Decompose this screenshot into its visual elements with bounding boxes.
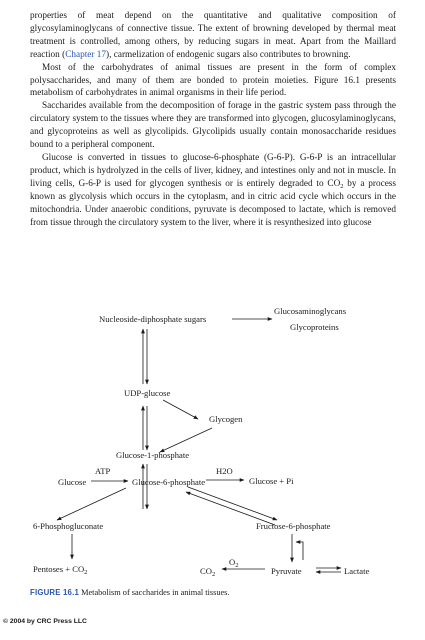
node-udp-glucose: UDP-glucose xyxy=(124,388,171,398)
arrow-g6p-to-f6p xyxy=(188,487,277,520)
node-pentoses-co2: Pentoses + $CO_2$ xyxy=(33,564,88,576)
arrow-pyruvate-to-f6p xyxy=(296,542,303,560)
node-fructose-6-phosphate: Fructose-6-phosphate xyxy=(256,521,331,531)
node-glucose-6-phosphate: Glucose-6-phosphate xyxy=(132,477,206,487)
paragraph-1-text-a: properties of meat depend on the quantitative and qualitative composition of glycosylaminoglycans of connective tissue. The extent of browning developed by thermal meat treatment is controlled, among others, by reducing sugars in meat. Apart from the Maillard reaction ( xyxy=(30,11,396,60)
arrow-g6p-to-phosphogluconate xyxy=(57,488,126,520)
figure-label: FIGURE 16.1 xyxy=(30,588,79,597)
node-glycoproteins: Glycoproteins xyxy=(290,322,339,332)
figure-caption xyxy=(30,588,229,597)
node-glucose: Glucose xyxy=(58,477,87,487)
node-glucosaminoglycans: Glucosaminoglycans xyxy=(274,306,347,316)
node-co2: $CO_2$ xyxy=(200,566,216,578)
paragraph-3: Saccharides available from the decomposition of forage in the gastric system pass through the circulatory system to the tissues where they are transformed into glycogen, glucosylaminoglycans, and glycoproteins as well as glycolipids. Glycolipids usually contain monosaccharide residues bound to a peripheral component. xyxy=(30,101,396,151)
copyright-footer: © 2004 by CRC Press LLC xyxy=(3,618,87,625)
paragraph-1-text-b: ), carmelization of endogenic sugars also contributes to browning. xyxy=(106,49,351,60)
node-6-phosphogluconate: 6-Phosphogluconate xyxy=(33,521,104,531)
node-o2: $O_2$ xyxy=(229,557,239,569)
node-lactate: Lactate xyxy=(344,566,370,576)
co2-subscript: 2 xyxy=(340,182,344,190)
node-glycogen: Glycogen xyxy=(209,414,243,424)
arrow-glycogen-to-g1p xyxy=(160,428,212,452)
node-glucose-1-phosphate: Glucose-1-phosphate xyxy=(116,450,190,460)
node-atp: ATP xyxy=(95,466,111,476)
arrow-udp-to-glycogen xyxy=(163,400,198,419)
node-pyruvate: Pyruvate xyxy=(271,566,302,576)
node-nucleoside-diphosphate-sugars: Nucleoside-diphosphate sugars xyxy=(99,314,207,324)
node-glucose-pi: Glucose + Pi xyxy=(249,476,294,486)
paragraph-4-text-b: by a process known as glycolysis which occurs in the cytoplasm, and in citric acid cycle which occurs in the mitochondria. Under anaerobic conditions, pyruvate is decomposed to lactate, which is removed from tissue through the circulatory system to the liver, where it is resynthesized into glucose xyxy=(30,178,396,228)
figure-caption-text: Metabolism of saccharides in animal tissues. xyxy=(81,588,230,597)
paragraph-2: Most of the carbohydrates of animal tissues are present in the form of complex polysaccharides, and many of them are bonded to protein moieties. Figure 16.1 presents metabolism of carbohydrates in animal organisms in their life period. xyxy=(30,62,396,99)
paragraph-4-text-a: Glucose is converted in tissues to glucose-6-phosphate (G-6-P). G-6-P is an intracellular product, which is hydrolyzed in the cells of liver, kidney, and intestines only and not in muscle. In living cells, G-6-P is used for glycogen synthesis or is entirely degraded to CO xyxy=(30,152,396,189)
node-h2o: H2O xyxy=(216,466,233,476)
chapter-17-link[interactable]: Chapter 17 xyxy=(65,49,107,60)
